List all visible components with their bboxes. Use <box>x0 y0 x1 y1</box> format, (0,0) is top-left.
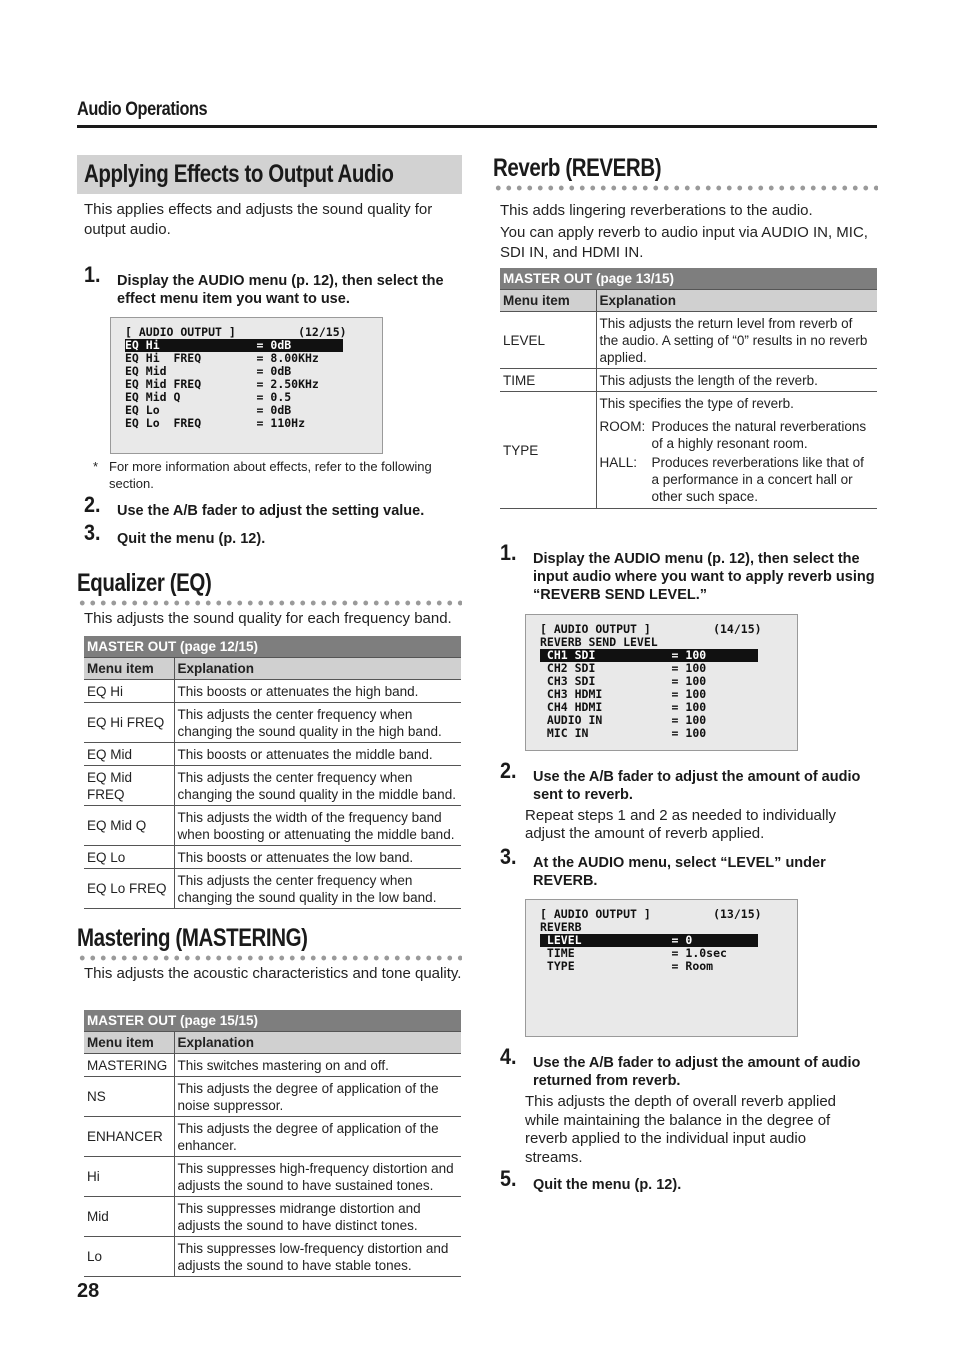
screen-line: EQ Mid = 0dB <box>125 364 292 378</box>
screen-line-selected: LEVEL = 0 <box>540 934 758 947</box>
section-header-title: Audio Operations <box>77 99 208 120</box>
table-row <box>84 1117 461 1157</box>
table-caption: MASTER OUT (page 15/15) <box>84 1010 461 1032</box>
screen-line: [ AUDIO OUTPUT ] (14/15) <box>540 622 762 636</box>
menu-item-cell: EQ Lo FREQ <box>84 869 174 909</box>
menu-item-cell: Hi <box>84 1157 174 1197</box>
note-text: For more information about effects, refer to the following section. <box>109 459 432 491</box>
table-row <box>84 1054 461 1077</box>
mastering-intro: This adjusts the acoustic characteristics and tone quality. <box>84 965 462 982</box>
table-row <box>84 1237 461 1277</box>
step-number: 1. <box>500 540 517 565</box>
step-text: Use the A/B fader to adjust the setting value. <box>117 503 425 519</box>
eq-heading <box>77 568 462 606</box>
menu-item-cell: EQ Mid <box>84 743 174 766</box>
explanation-cell <box>596 392 877 509</box>
table-row <box>84 869 461 909</box>
menu-item-cell: EQ Mid FREQ <box>84 766 174 806</box>
screen-line-selected: CH1 SDI = 100 <box>540 649 758 662</box>
reverb-table <box>500 268 877 509</box>
screen-line: EQ Lo FREQ = 110Hz <box>125 416 306 430</box>
eq-title: Equalizer (EQ) <box>77 569 212 597</box>
reverb-heading <box>493 153 878 191</box>
effects-title: Applying Effects to Output Audio <box>84 160 394 188</box>
explanation-cell: This adjusts the length of the reverb. <box>596 369 877 392</box>
effects-intro: This applies effects and adjusts the sound quality for output audio. <box>84 201 433 238</box>
screen-line: EQ Mid FREQ = 2.50KHz <box>125 377 319 391</box>
explanation-cell: This adjusts the degree of application of the noise suppressor. <box>174 1077 461 1117</box>
table-row <box>84 1197 461 1237</box>
table-caption: MASTER OUT (page 13/15) <box>500 268 877 290</box>
dotted-rule <box>77 600 462 606</box>
menu-item-cell: EQ Mid Q <box>84 806 174 846</box>
screen-line: CH3 HDMI = 100 <box>540 687 707 701</box>
room-label: ROOM: <box>599 419 646 434</box>
menu-item-cell: ENHANCER <box>84 1117 174 1157</box>
screen-line: REVERB <box>540 920 582 934</box>
screen-line: REVERB SEND LEVEL <box>540 635 658 649</box>
type-room <box>600 418 875 452</box>
menu-item-cell: Mid <box>84 1197 174 1237</box>
table-row <box>84 846 461 869</box>
step-number: 3. <box>84 520 101 545</box>
room-explanation: Produces the natural reverberations of a highly resonant room. <box>651 419 867 451</box>
column-header-explanation: Explanation <box>174 1032 461 1054</box>
effects-title-box <box>77 155 462 194</box>
reverb-step-2-body: Repeat steps 1 and 2 as needed to individually adjust the amount of reverb applied. <box>525 807 837 842</box>
menu-item-cell: EQ Hi FREQ <box>84 703 174 743</box>
table-row <box>500 392 877 509</box>
column-header-item: Menu item <box>84 1032 174 1054</box>
page-number: 28 <box>77 1280 100 1302</box>
step-number: 2. <box>84 492 101 517</box>
audio-output-screen-13 <box>525 899 798 1037</box>
table-row <box>500 312 877 369</box>
screen-line: MIC IN = 100 <box>540 726 707 740</box>
screen-line: [ AUDIO OUTPUT ] (12/15) <box>125 325 347 339</box>
screen-line: EQ Mid Q = 0.5 <box>125 390 292 404</box>
reverb-title: Reverb (REVERB) <box>493 154 662 182</box>
explanation-cell: This adjusts the return level from reverb of the audio. A setting of “0” results in no reverb applied. <box>596 312 877 369</box>
reverb-intro-1: This adds lingering reverberations to the audio. <box>500 202 813 219</box>
column-header-item: Menu item <box>84 658 174 680</box>
step-number: 4. <box>500 1044 517 1069</box>
table-row <box>84 1157 461 1197</box>
reverb-step-2 <box>500 758 878 806</box>
screen-line: TIME = 1.0sec <box>540 946 727 960</box>
hall-label: HALL: <box>599 455 638 470</box>
explanation-cell: This adjusts the width of the frequency band when boosting or attenuating the middle band. <box>174 806 461 846</box>
menu-item-cell: EQ Lo <box>84 846 174 869</box>
eq-table <box>84 636 461 909</box>
menu-item-cell: LEVEL <box>500 312 596 369</box>
column-header-item: Menu item <box>500 290 596 312</box>
column-header-explanation: Explanation <box>596 290 877 312</box>
reverb-step-5 <box>500 1166 878 1196</box>
screen-line: CH4 HDMI = 100 <box>540 700 707 714</box>
explanation-cell: This adjusts the center frequency when changing the sound quality in the middle band. <box>174 766 461 806</box>
mastering-heading <box>77 923 462 961</box>
dotted-rule <box>77 955 462 961</box>
menu-item-cell: MASTERING <box>84 1054 174 1077</box>
effects-note <box>93 458 462 494</box>
explanation-cell: This adjusts the center frequency when changing the sound quality in the high band. <box>174 703 461 743</box>
menu-item-cell: EQ Hi <box>84 680 174 703</box>
explanation-cell: This suppresses high-frequency distortion and adjusts the sound to have sustained tones. <box>174 1157 461 1197</box>
table-row <box>500 369 877 392</box>
step-text: Use the A/B fader to adjust the amount of audio returned from reverb. <box>533 1055 861 1089</box>
menu-item-cell: TIME <box>500 369 596 392</box>
menu-item-cell: Lo <box>84 1237 174 1277</box>
section-header <box>77 96 877 128</box>
step-text: Quit the menu (p. 12). <box>117 531 266 547</box>
reverb-intro-2: You can apply reverb to audio input via AUDIO IN, MIC, SDI IN, and HDMI IN. <box>500 224 868 261</box>
table-row <box>84 743 461 766</box>
step-number: 2. <box>500 758 517 783</box>
screen-line: [ AUDIO OUTPUT ] (13/15) <box>540 907 762 921</box>
explanation-cell: This boosts or attenuates the high band. <box>174 680 461 703</box>
explanation-cell: This boosts or attenuates the middle band. <box>174 743 461 766</box>
effects-step-3 <box>84 520 462 550</box>
column-header-explanation: Explanation <box>174 658 461 680</box>
step-text: At the AUDIO menu, select “LEVEL” under REVERB. <box>533 855 826 889</box>
step-text: Quit the menu (p. 12). <box>533 1177 682 1193</box>
explanation-cell: This switches mastering on and off. <box>174 1054 461 1077</box>
type-explanation: This specifies the type of reverb. <box>599 396 794 411</box>
note-asterisk: * <box>93 459 99 474</box>
effects-step-2 <box>84 492 462 522</box>
table-row <box>84 703 461 743</box>
reverb-step-1 <box>500 540 878 606</box>
explanation-cell: This suppresses midrange distortion and adjusts the sound to have distinct tones. <box>174 1197 461 1237</box>
step-text: Use the A/B fader to adjust the amount of audio sent to reverb. <box>533 769 861 803</box>
hall-explanation: Produces reverberations like that of a performance in a concert hall or other such space. <box>651 455 864 504</box>
explanation-cell: This boosts or attenuates the low band. <box>174 846 461 869</box>
step-number: 5. <box>500 1166 517 1191</box>
type-hall <box>600 454 875 505</box>
reverb-step-4 <box>500 1044 878 1092</box>
screen-line-selected: EQ Hi = 0dB <box>125 339 343 352</box>
mastering-title: Mastering (MASTERING) <box>77 924 308 952</box>
menu-item-cell: TYPE <box>500 392 596 509</box>
screen-line: CH2 SDI = 100 <box>540 661 707 675</box>
dotted-rule <box>493 185 878 191</box>
mastering-table <box>84 1010 461 1277</box>
screen-line: TYPE = Room <box>540 959 714 973</box>
step-number: 1. <box>84 262 101 287</box>
explanation-cell: This adjusts the degree of application of the enhancer. <box>174 1117 461 1157</box>
audio-output-screen-12 <box>110 317 383 454</box>
table-row <box>84 1077 461 1117</box>
step-number: 3. <box>500 844 517 869</box>
table-row <box>84 766 461 806</box>
reverb-step-3 <box>500 844 878 892</box>
screen-line: EQ Hi FREQ = 8.00KHz <box>125 351 319 365</box>
effects-step-1 <box>84 262 462 312</box>
table-row <box>84 680 461 703</box>
audio-output-screen-14 <box>525 614 798 751</box>
screen-line: EQ Lo = 0dB <box>125 403 292 417</box>
explanation-cell: This adjusts the center frequency when changing the sound quality in the low band. <box>174 869 461 909</box>
step-text: Display the AUDIO menu (p. 12), then select the effect menu item you want to use. <box>117 273 444 307</box>
table-row <box>84 806 461 846</box>
explanation-cell: This suppresses low-frequency distortion and adjusts the sound to have stable tones. <box>174 1237 461 1277</box>
screen-line: CH3 SDI = 100 <box>540 674 707 688</box>
screen-line: AUDIO IN = 100 <box>540 713 707 727</box>
table-caption: MASTER OUT (page 12/15) <box>84 636 461 658</box>
eq-intro: This adjusts the sound quality for each frequency band. <box>84 610 452 627</box>
reverb-step-4-body: This adjusts the depth of overall reverb applied while maintaining the balance in the degree of reverb applied to the individual input audio streams. <box>525 1093 837 1166</box>
step-text: Display the AUDIO menu (p. 12), then select the input audio where you want to apply reverb using “REVERB SEND LEVEL.” <box>533 551 875 603</box>
menu-item-cell: NS <box>84 1077 174 1117</box>
